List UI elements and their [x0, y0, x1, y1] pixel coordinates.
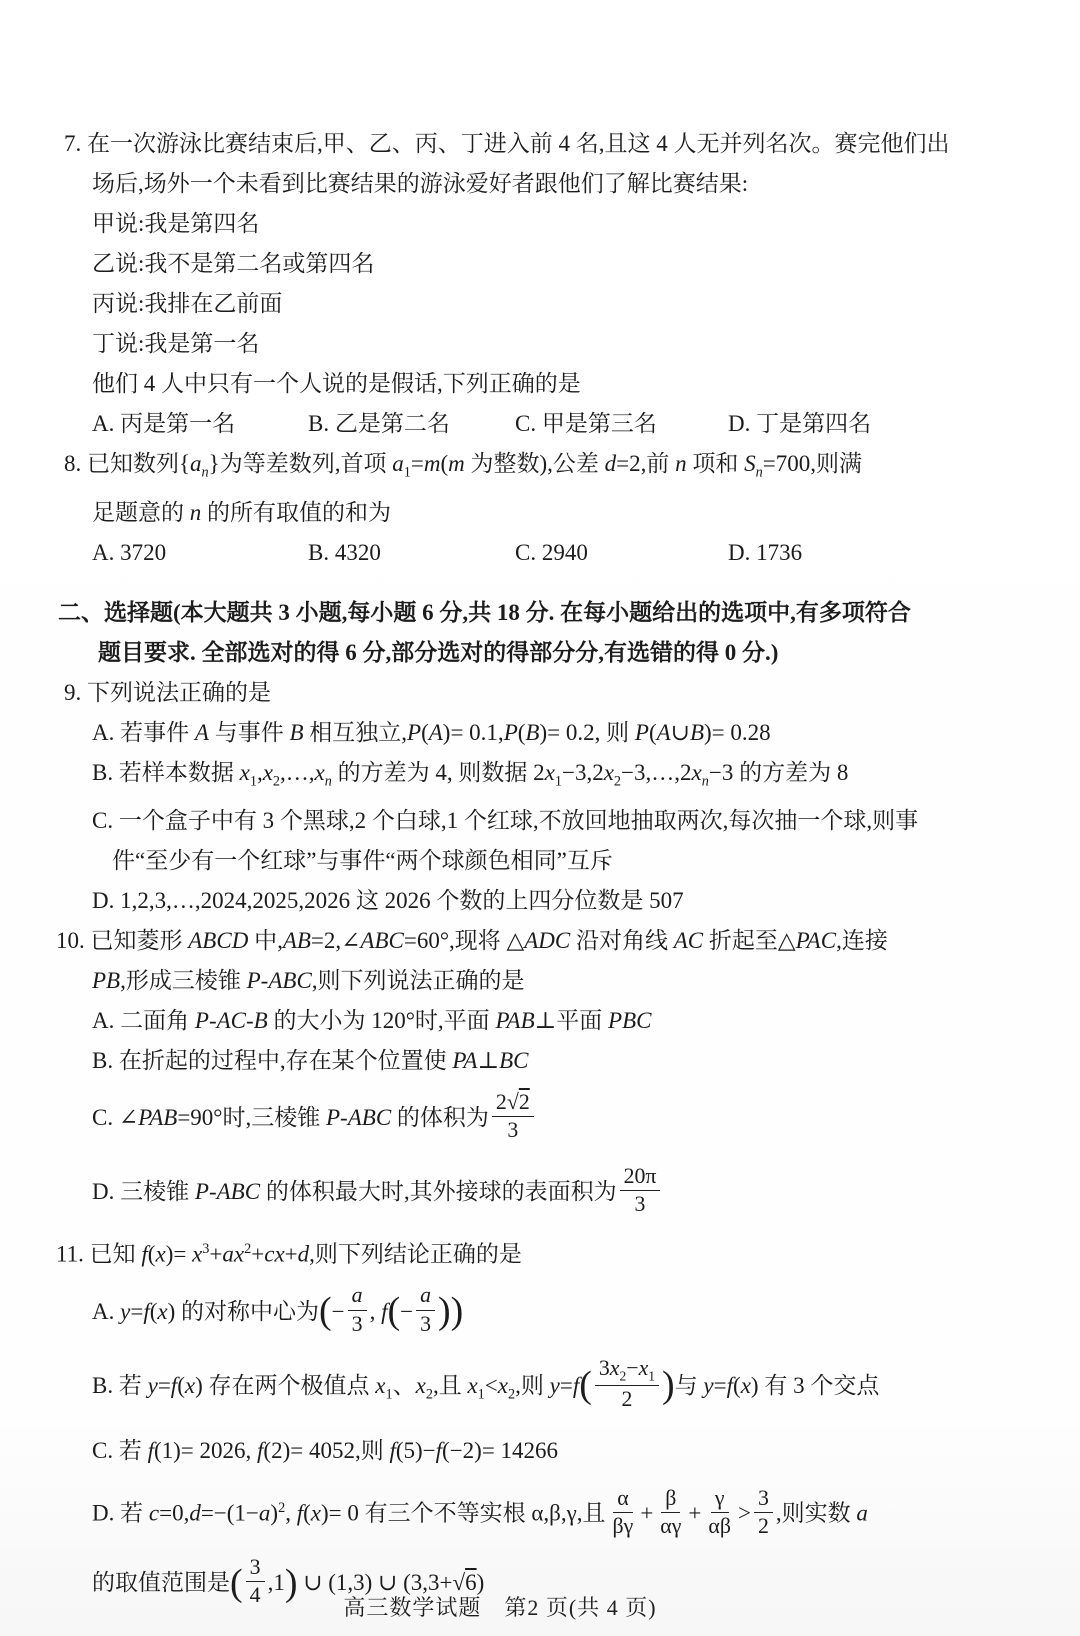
text-line: B. 若样本数据 $x_1,x_2,\dots,x_n$ 的方差为 4, 则数据 $2x_1-3,2x_2-3,\dots,2x_n-3$ 的方差为 8 [92, 759, 849, 790]
choice-option: B. 乙是第二名 [308, 411, 450, 436]
text-line: B. 若 y=f(x) 存在两个极值点 $x_1$、$x_2$,且 $x_1<x_2$,则 y=f( $\frac{3x_2-x_1}{2}$ )与 y=f(x) 有 3 个交点 [92, 1356, 880, 1412]
choice-option: D. 1736 [728, 539, 803, 565]
text-line: 他们 4 人中只有一个人说的是假话,下列正确的是 [92, 371, 581, 396]
choice-option: D. 丁是第四名 [728, 411, 872, 436]
text-line: 的取值范围是( $\frac{3}{4}$ ,1) ∪ (1,3) ∪ (3,3+√6) [92, 1554, 485, 1608]
choice-option: C. 甲是第三名 [515, 411, 657, 436]
text-line: D. 三棱锥 P-ABC 的体积最大时,其外接球的表面积为 $\frac{20\pi}{3}$ [0, 1155, 1020, 1229]
text-line: 7. 在一次游泳比赛结束后,甲、乙、丙、丁进入前 4 名,且这 4 人无并列名次。赛完他们出 [64, 131, 950, 156]
choice-row [0, 404, 1020, 444]
choice-row [0, 533, 1020, 573]
text-line: D. 若 $c=0,d=-(1-a)^2$, f(x)= 0 有三个不等实根 α,β,γ,且 $\frac{\alpha}{\beta\gamma}$ + $\frac{\beta}{\alpha\gamma}$ + $\frac{\gamma}{\alpha\beta}$ > $\frac{3}{2}$ ,则实数 a [92, 1485, 868, 1539]
text-line: A. 二面角 P-AC-B 的大小为 120°时,平面 PAB⊥平面 PBC [92, 1008, 652, 1034]
choice-option: A. 丙是第一名 [92, 411, 236, 436]
text-line: C. 一个盒子中有 3 个黑球,2 个白球,1 个红球,不放回地抽取两次,每次抽一个球,则事 [92, 808, 919, 834]
text-line: PB,形成三棱锥 P-ABC,则下列说法正确的是 [92, 968, 525, 994]
choice-option: B. 4320 [308, 539, 381, 565]
text-line: 10. 已知菱形 ABCD 中,AB=2,∠ABC=60°,现将 △ADC 沿对角线 AC 折起至△PAC,连接 [56, 928, 888, 954]
text-line: C. 若 f(1)= 2026, f(2)= 4052,则 f(5)−f(−2)= 14266 [92, 1438, 559, 1464]
text-line: 题目要求. 全部选对的得 6 分,部分选对的得部分分,有选错的得 0 分.) [98, 639, 779, 665]
choice-option: A. 3720 [92, 539, 167, 565]
text-line: C. ∠PAB=90°时,三棱锥 P-ABC 的体积为 $\frac{2√2}{3}$ [0, 1081, 1020, 1155]
text-line: 足题意的 n 的所有取值的和为 [92, 499, 391, 525]
choice-option: C. 2940 [515, 539, 588, 565]
text-line: A. y=f(x) 的对称中心为(− $\frac{a}{3}$ , f(− $\frac{a}{3}$ )) [92, 1283, 464, 1337]
text-line: 8. 已知数列$\{a_n\}$为等差数列,首项 $a_1=m(m$ 为整数),公差 d=2,前 n 项和 $S_n=700$,则满 [64, 451, 863, 481]
text-line: 丙说:我排在乙前面 [92, 291, 283, 316]
text-line: 9. 下列说法正确的是 [64, 679, 271, 705]
text-line: B. 在折起的过程中,存在某个位置使 PA⊥BC [92, 1048, 529, 1074]
text-line: 件“至少有一个红球”与事件“两个球颜色相同”互斥 [112, 848, 613, 874]
text-line: 丁说:我是第一名 [92, 331, 260, 356]
exam-page-content [0, 124, 1020, 1615]
text-line: 甲说:我是第四名 [92, 211, 260, 236]
text-line: D. 1,2,3,…,2024,2025,2026 这 2026 个数的上四分位数是 507 [92, 888, 684, 914]
text-line: 11. 已知 $f(x)= x^3+ax^2+cx+d$,则下列结论正确的是 [56, 1241, 522, 1267]
text-line: 场后,场外一个未看到比赛结果的游泳爱好者跟他们了解比赛结果: [92, 171, 749, 196]
text-line: 二、选择题(本大题共 3 小题,每小题 6 分,共 18 分. 在每小题给出的选项中,有多项符合 [58, 599, 911, 625]
text-line: A. 若事件 A 与事件 B 相互独立,P(A)= 0.1,P(B)= 0.2, 则 P(A∪B)= 0.28 [92, 719, 771, 745]
page-footer: 高三数学试题 第2 页(共 4 页) [343, 1595, 657, 1620]
text-line: 乙说:我不是第二名或第四名 [92, 251, 375, 276]
